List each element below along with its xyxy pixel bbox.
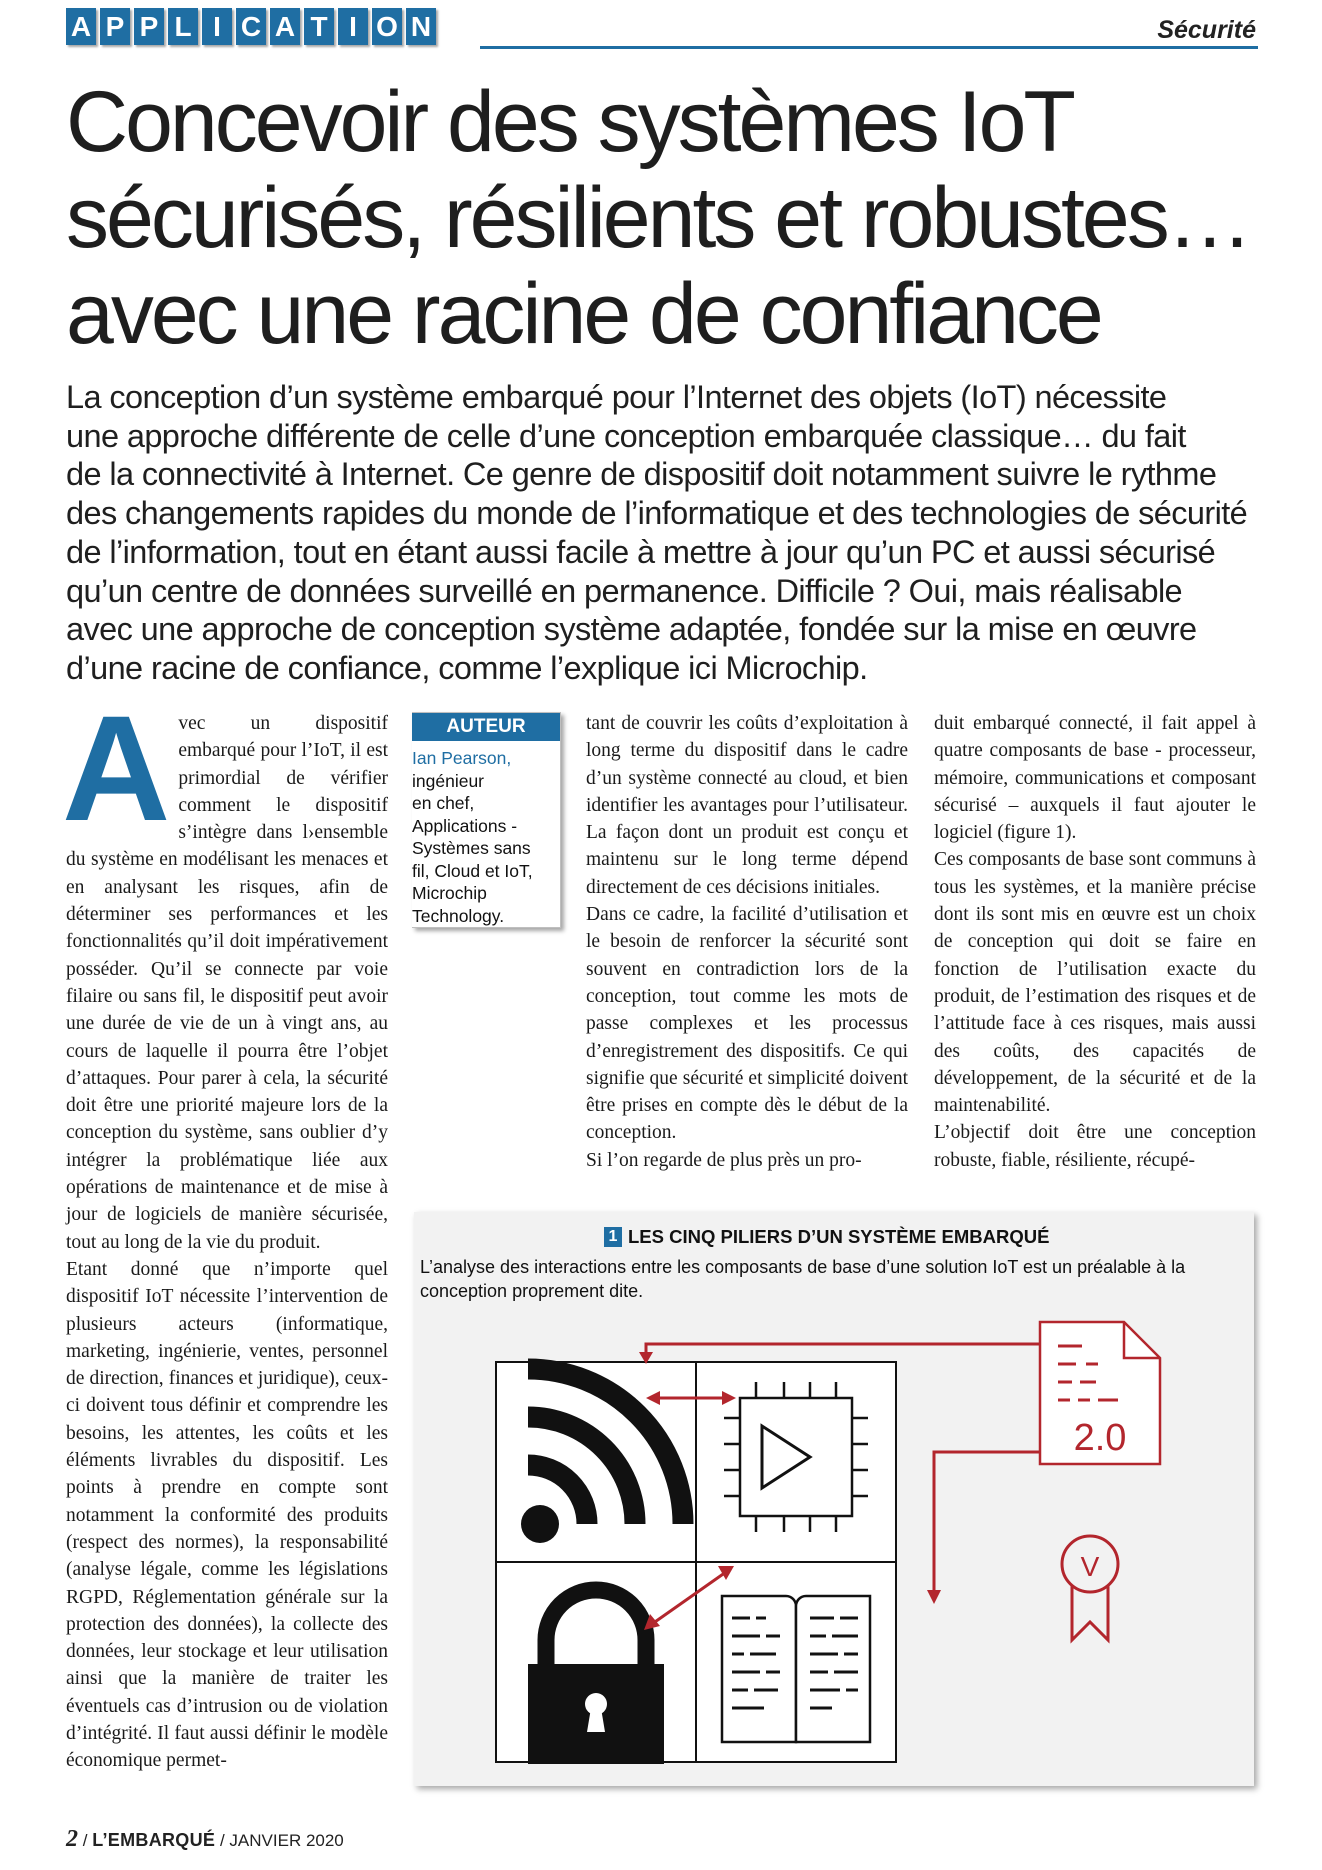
author-role-line: ingénieur [412,770,484,791]
body-paragraph: tant de couvrir les coûts d’exploitation à long terme du dispositif dans le cadre d’un système connecté au cloud, et bien identifier les avantages pour l’utilisateur. La façon dont un produit est conçu et maintenu sur le long terme dépend directement de ces décisions initiales. [586,713,908,898]
lead-line: de la connectivité à Internet. Ce genre de dispositif doit notamment suivre le rythme [66,456,1217,493]
rubric-letter: P [100,8,130,45]
body-paragraph: duit embarqué connecté, il fait appel à quatre composants de base - processeur, mémoire, communications et composant sécurisé – auxquels il faut ajouter le logiciel (figure 1). [934,713,1256,844]
article-lead [66,378,1256,688]
title-line: Concevoir des systèmes IoT [66,74,1073,170]
body-paragraph: Si l’on regarde de plus près un pro- [586,1149,862,1171]
lead-line: qu’un centre de données surveillé en permanence. Difficile ? Oui, mais réalisable [66,572,1183,609]
lead-line: d’une racine de confiance, comme l’explique ici Microchip. [66,649,868,686]
body-paragraph: L’objectif doit être une conception robuste, fiable, résiliente, récupé- [934,1122,1256,1171]
rubric-letter: A [66,8,96,45]
section-tag: Sécurité [1157,16,1256,44]
badge-letter: V [1080,1551,1100,1582]
author-role-line: Technology. [412,905,505,926]
lead-line: La conception d’un système embarqué pour l’Internet des objets (IoT) nécessite [66,379,1167,415]
title-line: avec une racine de confiance [66,266,1101,362]
magazine-name: L’EMBARQUÉ [92,1830,216,1850]
lead-line: avec une approche de conception système adaptée, fondée sur la mise en œuvre [66,611,1197,648]
drop-cap: A [62,684,171,852]
rubric-letter: O [372,8,402,45]
paragraph-text: vec un dispositif embarqué pour l’IoT, il est primordial de vérifier comment le dispositif s’intègre dans l›ensemble du système en modélisant les menaces et en analysant les risques, afin de déterminer ses performances et les fonctionnalités qu’il doit impérativement posséder. Qu’il se connecte par voie filaire ou sans fil, le dispositif peut avoir une durée de vie de un à vingt ans, au cours de laquelle il pourra être l’objet d’attaques. Pour parer à cela, la sécurité doit être une priorité majeure lors de la conception du système, sans oublier d’y intégrer la problématique liée aux opérations de maintenance et de mise à jour de logiciels de manière sécurisée, tout au long de la vie du produit. [66,713,388,1253]
rubric-letter: N [406,8,436,45]
footer-separator: / [219,1831,225,1850]
author-details [412,741,560,927]
figure-number: 1 [604,1227,622,1247]
body-paragraph [62,684,388,1256]
author-role-line: fil, Cloud et IoT, [412,860,533,881]
body-column-3 [586,710,908,1174]
rubric-letter: L [168,8,198,45]
rubric-letter: I [338,8,368,45]
author-heading: AUTEUR [412,713,560,741]
header-rule [480,46,1258,49]
rubric-letter: A [270,8,300,45]
lead-line: une approche différente de celle d’une conception embarquée classique… du fait [66,417,1186,454]
body-paragraph: Etant donné que n’importe quel dispositif IoT nécessite l’intervention de plusieurs acteurs (informatique, marketing, ingénierie, ventes, personnel de direction, finances et juridique), ceux-ci doivent tous définir et comprendre les besoins, les attentes, les coûts et les éléments livrables du dispositif. Les points à prendre en compte sont notamment la conformité des produits (respect des normes), la responsabilité (analyse légale, comme les législations RGPD, Réglementation générale sur la protection des données), la collecte des données, leur stockage et leur utilisation ainsi que la manière de traiter les éventuels cas d’intrusion ou de violation d’intégrité. Il faut aussi définir le modèle économique permet- [66,1258,388,1772]
author-role-line: Applications - [412,815,518,836]
rubric-letter: P [134,8,164,45]
footer-separator: / [82,1831,88,1850]
author-box [412,712,561,928]
body-paragraph: Dans ce cadre, la facilité d’utilisation et le besoin de renforcer la sécurité sont souvent en contradiction lors de la conception, tout comme les mots de passe complexes et les processus d’enregistrement des dispositifs. Ce qui signifie que sécurité et simplicité doivent être prises en compte dès le début de la conception. [586,904,908,1144]
rubric-banner [66,8,436,45]
author-role-line: Microchip [412,883,487,903]
rubric-letter: C [236,8,266,45]
page-footer [66,1826,344,1853]
rubric-letter: I [202,8,232,45]
lead-line: de l’information, tout en étant aussi facile à mettre à jour qu’un PC et aussi sécurisé [66,533,1216,570]
article-title [66,74,1286,362]
page-number: 2 [66,1826,78,1852]
author-role-line: en chef, [412,793,475,813]
figure-1 [414,1212,1254,1786]
rubric-letter: T [304,8,334,45]
author-name: Ian Pearson, [412,748,512,768]
lead-line: des changements rapides du monde de l’informatique et des technologies de sécurité [66,495,1248,532]
issue-date: JANVIER 2020 [229,1831,344,1850]
body-column-1 [62,684,388,1775]
memory-book-icon [722,1596,870,1742]
figure-caption: L’analyse des interactions entre les composants de base d’une solution IoT est un préalable à la conception proprement dite. [420,1257,1186,1301]
pillars-diagram [414,1212,1254,1786]
version-label: 2.0 [1073,1417,1127,1459]
author-role-line: Systèmes sans [412,838,531,858]
body-paragraph: Ces composants de base sont communs à tous les systèmes, et la manière précise dont ils sont mis en œuvre est un choix de conception qui doit se faire en fonction de l’utilisation exacte du produit, de l’estimation des risques et de l’attitude face à ces risques, mais aussi des coûts, des capacités de développement, de la sécurité et de la maintenabilité. [934,849,1256,1117]
title-line: sécurisés, résilients et robustes… [66,170,1250,266]
body-column-4 [934,710,1256,1174]
figure-title-text: LES CINQ PILIERS D’UN SYSTÈME EMBARQUÉ [628,1226,1050,1247]
